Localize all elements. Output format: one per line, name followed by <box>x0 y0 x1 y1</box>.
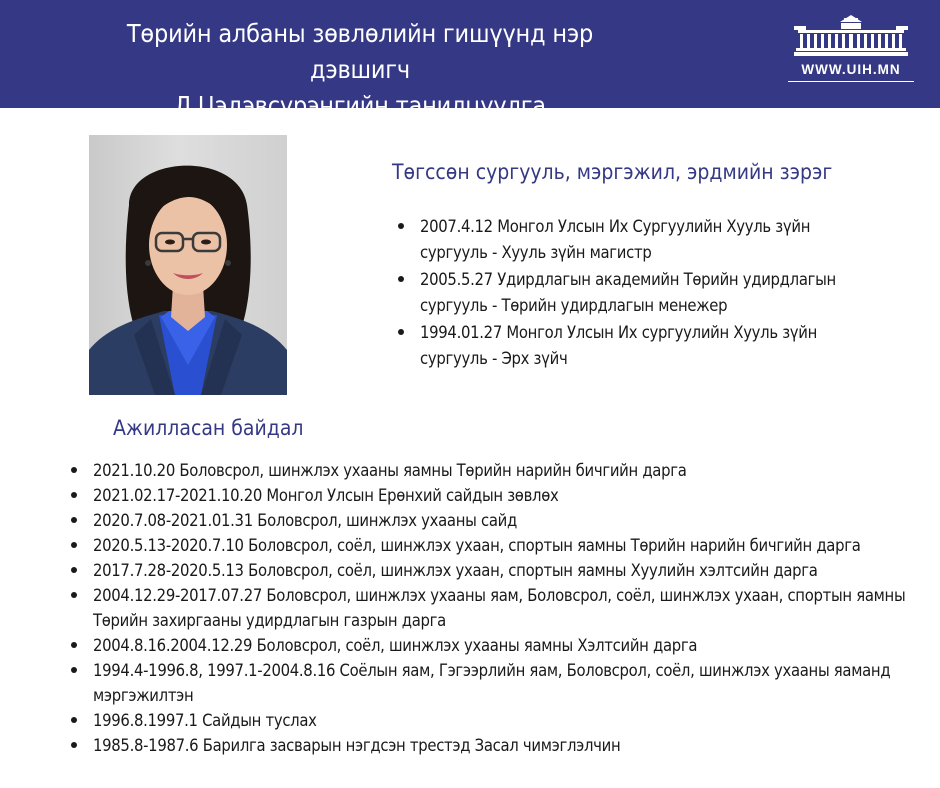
bullet-icon <box>71 517 77 523</box>
list-item <box>68 583 928 633</box>
list-item <box>395 267 875 319</box>
list-item-text: 1996.8.1997.1 Сайдын туслах <box>93 711 317 730</box>
list-item <box>68 533 928 558</box>
list-item <box>395 320 875 372</box>
list-item <box>68 708 928 733</box>
bullet-icon <box>71 667 77 673</box>
list-item-text: 2004.12.29-2017.07.27 Боловсрол, шинжлэх ухааны яам, Боловсрол, соёл, шинжлэх ухаан, спортын яамны Төрийн захиргааны удирдлагын газрын дарга <box>93 586 906 630</box>
work-history-title: Ажилласан байдал <box>113 416 304 440</box>
list-item <box>395 214 875 266</box>
list-item <box>68 633 928 658</box>
list-item-text: 2020.7.08-2021.01.31 Боловсрол, шинжлэх ухааны сайд <box>93 511 517 530</box>
list-item-text: 1994.4-1996.8, 1997.1-2004.8.16 Соёлын яам, Гэгээрлийн яам, Боловсрол, соёл, шинжлэх ухааны яаманд мэргэжилтэн <box>93 661 891 705</box>
logo-url: WWW.UIH.MN <box>801 62 901 77</box>
list-item-text: 1994.01.27 Монгол Улсын Их сургуулийн Хууль зүйн сургууль - Эрх зүйч <box>420 323 818 368</box>
list-item <box>68 458 928 483</box>
portrait-photo <box>89 135 287 395</box>
site-logo[interactable] <box>786 14 916 84</box>
list-item-text: 1985.8-1987.6 Барилга засварын нэгдсэн трестэд Засал чимэглэлчин <box>93 736 621 755</box>
list-item <box>68 558 928 583</box>
bullet-icon <box>71 492 77 498</box>
bullet-icon <box>71 642 77 648</box>
list-item <box>68 733 928 758</box>
title-line-2: Л.Цэдэвсүрэнгийн танилцуулга <box>174 91 546 120</box>
bullet-icon <box>398 276 404 282</box>
list-item-text: 2020.5.13-2020.7.10 Боловсрол, соёл, шинжлэх ухаан, спортын яамны Төрийн нарийн бичгийн дарга <box>93 536 861 555</box>
page-title <box>90 16 630 124</box>
list-item-text: 2021.02.17-2021.10.20 Монгол Улсын Ерөнхий сайдын зөвлөх <box>93 486 559 505</box>
list-item <box>68 658 928 708</box>
education-title: Төгссөн сургууль, мэргэжил, эрдмийн зэрэг <box>392 160 833 184</box>
bullet-icon <box>71 592 77 598</box>
list-item <box>68 508 928 533</box>
list-item-text: 2021.10.20 Боловсрол, шинжлэх ухааны яамны Төрийн нарийн бичгийн дарга <box>93 461 687 480</box>
bullet-icon <box>71 567 77 573</box>
list-item-text: 2017.7.28-2020.5.13 Боловсрол, соёл, шинжлэх ухаан, спортын яамны Хуулийн хэлтсийн дарга <box>93 561 818 580</box>
bullet-icon <box>71 542 77 548</box>
parliament-building-icon <box>794 14 908 58</box>
list-item <box>68 483 928 508</box>
header-banner <box>0 0 940 120</box>
list-item-text: 2004.8.16.2004.12.29 Боловсрол, соёл, шинжлэх ухааны яамны Хэлтсийн дарга <box>93 636 698 655</box>
list-item-text: 2007.4.12 Монгол Улсын Их Сургуулийн Хууль зүйн сургууль - Хууль зүйн магистр <box>420 217 811 262</box>
education-list <box>395 214 875 373</box>
bullet-icon <box>71 467 77 473</box>
bullet-icon <box>398 329 404 335</box>
work-history-list <box>68 458 928 758</box>
list-item-text: 2005.5.27 Удирдлагын академийн Төрийн удирдлагын сургууль - Төрийн удирдлагын менежер <box>420 270 836 315</box>
bullet-icon <box>398 223 404 229</box>
bullet-icon <box>71 717 77 723</box>
logo-underline <box>788 81 914 82</box>
person-portrait-icon <box>89 135 287 395</box>
bullet-icon <box>71 742 77 748</box>
title-line-1: Төрийн албаны зөвлөлийн гишүүнд нэр дэвшигч <box>126 19 594 84</box>
